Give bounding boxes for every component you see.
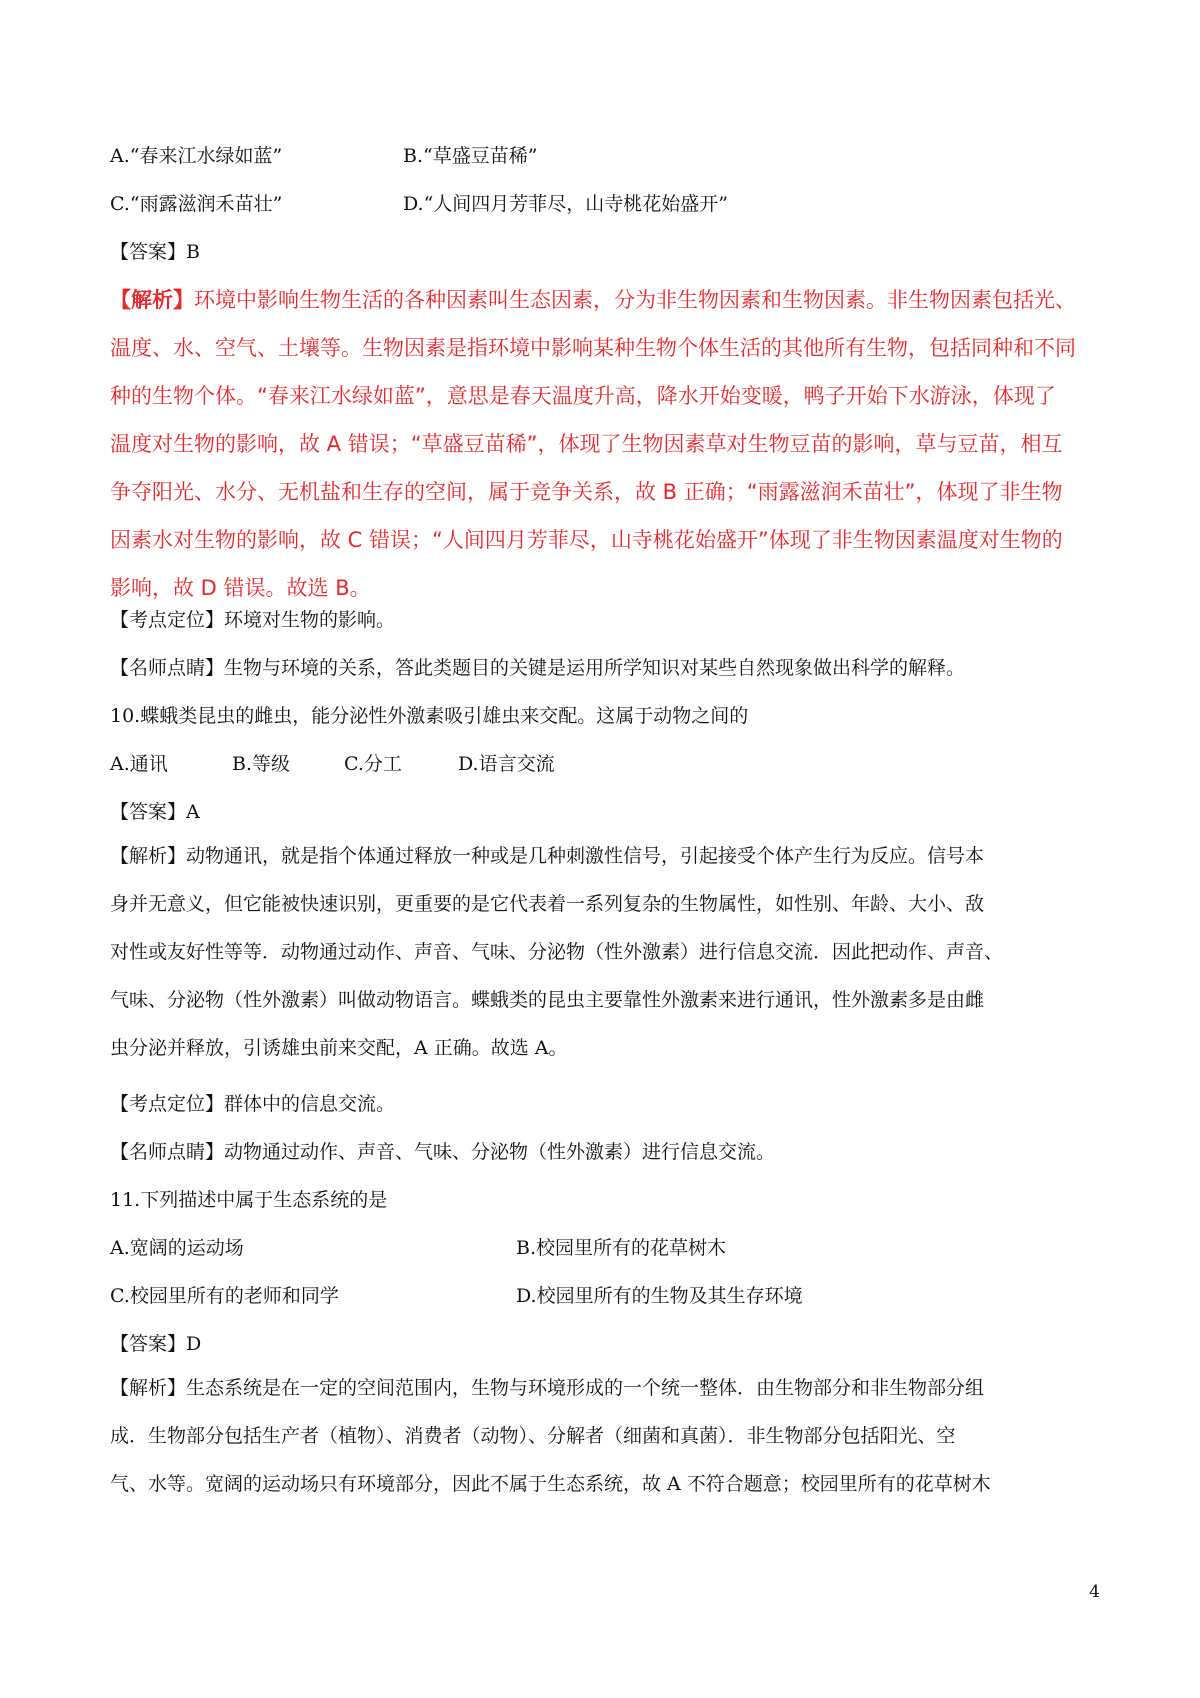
q9-option-b: B.“草盛豆苗稀”	[403, 145, 538, 167]
q10-analysis-line-5: 虫分泌并释放，引诱雄虫前来交配，A 正确。故选 A。	[110, 1037, 568, 1059]
q9-analysis-line-4: 温度对生物的影响，故 A 错误；“草盛豆苗稀”，体现了生物因素草对生物豆苗的影响，草与豆苗，相互	[110, 432, 1063, 456]
q9-analysis	[110, 276, 1110, 612]
q11-option-a: A.宽阔的运动场	[110, 1237, 244, 1259]
q10-analysis	[110, 832, 1110, 1072]
q11-option-c: C.校园里所有的老师和同学	[110, 1285, 339, 1307]
q9-answer: 【答案】B	[110, 241, 200, 263]
q10-option-a: A.通讯	[110, 753, 168, 775]
q10-tip: 【名师点睛】动物通过动作、声音、气味、分泌物（性外激素）进行信息交流。	[110, 1141, 776, 1163]
q10-answer: 【答案】A	[110, 801, 200, 823]
q9-analysis-line-7: 影响，故 D 错误。故选 B。	[110, 576, 371, 600]
q11-analysis-line-1: 【解析】生态系统是在一定的空间范围内，生物与环境形成的一个统一整体．由生物部分和非生物部分组	[110, 1377, 985, 1399]
q11-question: 11.下列描述中属于生态系统的是	[110, 1189, 388, 1211]
q10-analysis-line-2: 身并无意义，但它能被快速识别，更重要的是它代表着一系列复杂的生物属性，如性别、年龄、大小、敌	[110, 893, 985, 915]
q11-option-d: D.校园里所有的生物及其生存环境	[516, 1285, 803, 1307]
q10-point: 【考点定位】群体中的信息交流。	[110, 1093, 396, 1115]
q9-point: 【考点定位】环境对生物的影响。	[110, 609, 396, 631]
q9-analysis-line-3: 种的生物个体。“春来江水绿如蓝”，意思是春天温度升高，降水开始变暖，鸭子开始下水游泳，体现了	[110, 384, 1056, 408]
q9-option-d: D.“人间四月芳菲尽，山寺桃花始盛开”	[403, 193, 729, 215]
q9-analysis-line-1: 【解析】环境中影响生物生活的各种因素叫生态因素，分为非生物因素和生物因素。非生物因素包括光、	[110, 288, 1076, 312]
q10-option-c: C.分工	[344, 753, 402, 775]
q11-answer: 【答案】D	[110, 1333, 202, 1355]
q9-analysis-line-5: 争夺阳光、水分、无机盐和生存的空间，属于竞争关系，故 B 正确；“雨露滋润禾苗壮”，体现了非生物	[110, 480, 1063, 504]
q11-analysis-line-2: 成．生物部分包括生产者（植物）、消费者（动物）、分解者（细菌和真菌）．非生物部分包括阳光、空	[110, 1425, 956, 1447]
q9-analysis-tag: 【解析】	[110, 288, 194, 312]
q10-question: 10.蝶蛾类昆虫的雌虫，能分泌性外激素吸引雄虫来交配。这属于动物之间的	[110, 705, 749, 727]
q9-tip: 【名师点睛】生物与环境的关系，答此类题目的关键是运用所学知识对某些自然现象做出科学的解释。	[110, 657, 966, 679]
q10-analysis-line-3: 对性或友好性等等．动物通过动作、声音、气味、分泌物（性外激素）进行信息交流．因此把动作、声音、	[110, 941, 1004, 963]
q11-option-b: B.校园里所有的花草树木	[516, 1237, 727, 1259]
page-number: 4	[1089, 1582, 1100, 1602]
q9-analysis-line-6: 因素水对生物的影响，故 C 错误；“人间四月芳菲尽，山寺桃花始盛开”体现了非生物因素温度对生物的	[110, 528, 1063, 552]
q9-option-a: A.“春来江水绿如蓝”	[110, 145, 283, 167]
q11-analysis	[110, 1364, 1110, 1508]
q10-option-d: D.语言交流	[458, 753, 555, 775]
q10-option-b: B.等级	[232, 753, 291, 775]
q10-analysis-line-1: 【解析】动物通讯，就是指个体通过释放一种或是几种刺激性信号，引起接受个体产生行为反应。信号本	[110, 845, 985, 867]
q9-analysis-line-2: 温度、水、空气、土壤等。生物因素是指环境中影响某种生物个体生活的其他所有生物，包括同种和不同	[110, 336, 1076, 360]
q9-option-c: C.“雨露滋润禾苗壮”	[110, 193, 283, 215]
q10-analysis-line-4: 气味、分泌物（性外激素）叫做动物语言。蝶蛾类的昆虫主要靠性外激素来进行通讯，性外激素多是由雌	[110, 989, 985, 1011]
q11-analysis-line-3: 气、水等。宽阔的运动场只有环境部分，因此不属于生态系统，故 A 不符合题意；校园里所有的花草树木	[110, 1473, 991, 1495]
